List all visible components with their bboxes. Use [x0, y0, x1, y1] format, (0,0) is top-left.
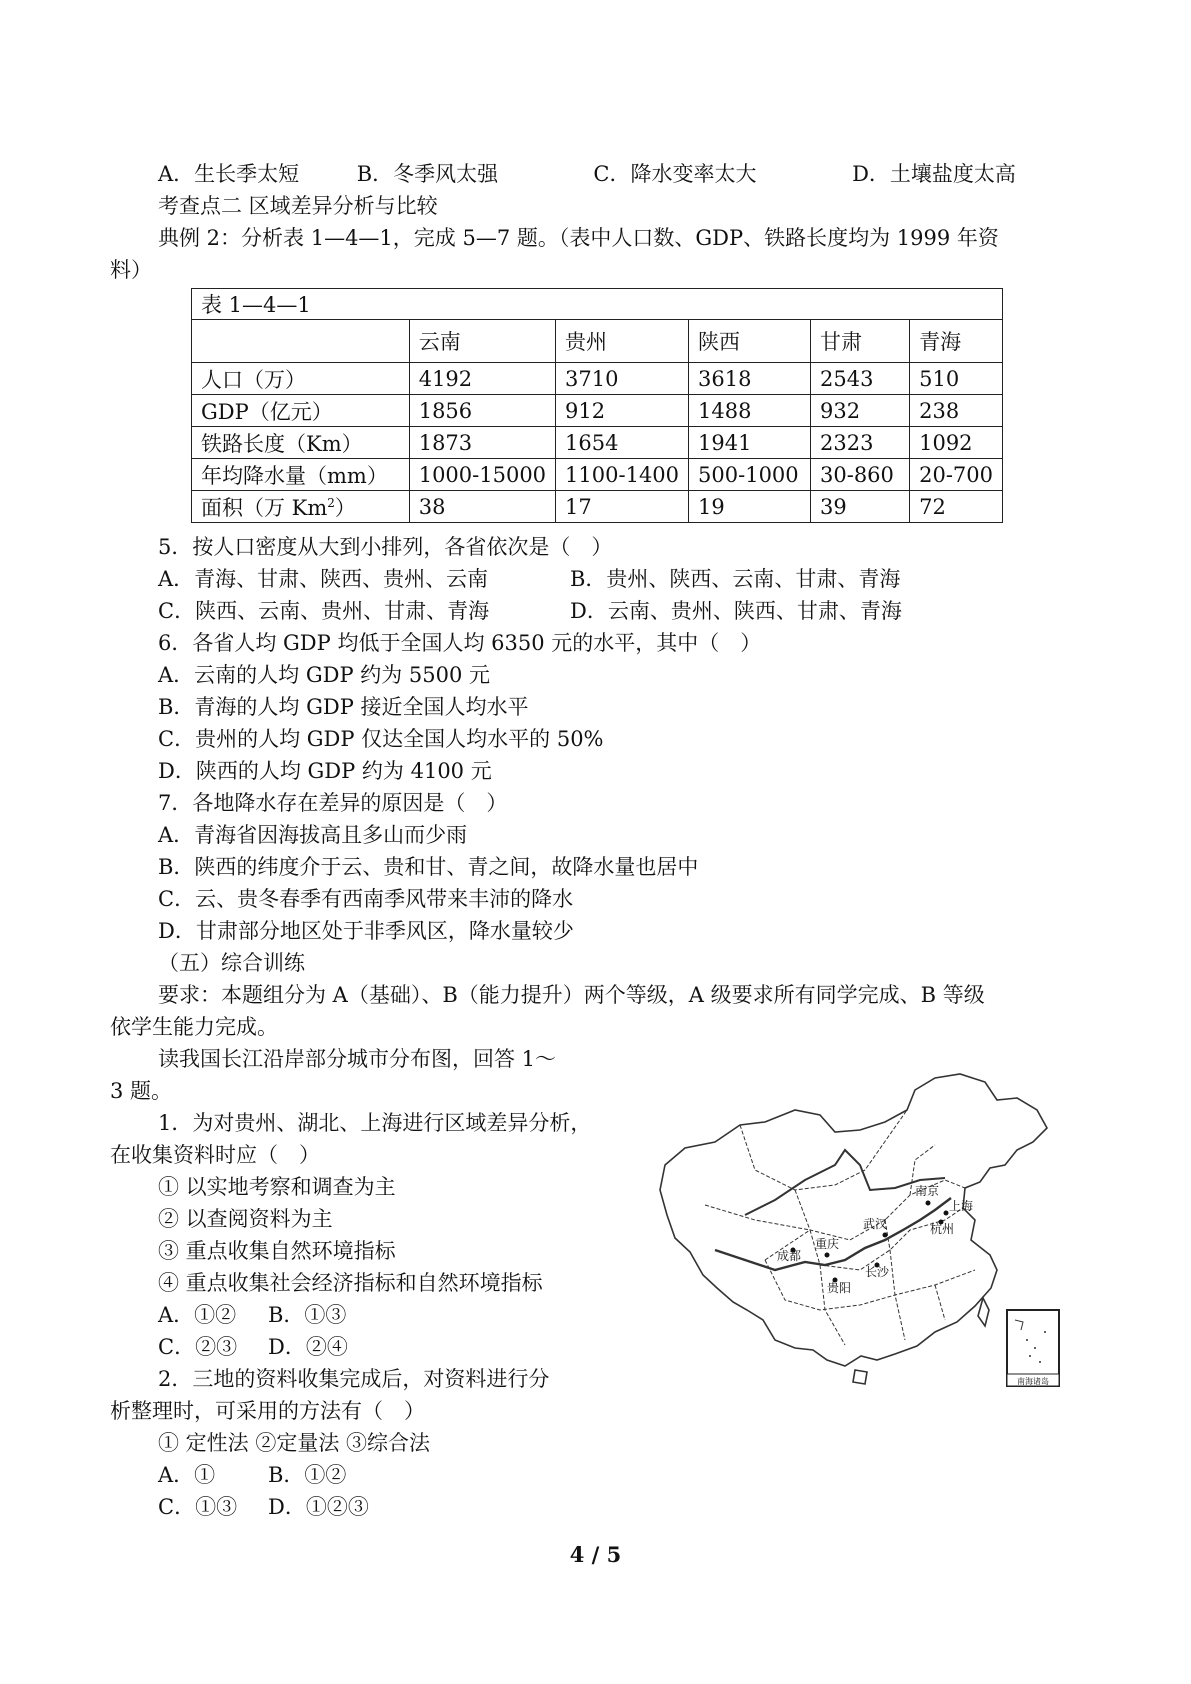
prev-question-options — [158, 160, 1016, 188]
table-cell: 20-700 — [910, 459, 1003, 491]
tq1-option-c: C．②③ — [158, 1335, 238, 1359]
row-label: 人口（万） — [192, 363, 410, 395]
tq2-options-row1 — [158, 1461, 346, 1489]
tq1-item: ③ 重点收集自然环境指标 — [158, 1239, 396, 1263]
q6-stem: 6．各省人均 GDP 均低于全国人均 6350 元的水平，其中（ ） — [158, 631, 762, 655]
inset-label: 南海诸岛 — [1017, 1377, 1049, 1386]
tq1-item: ④ 重点收集社会经济指标和自然环境指标 — [158, 1271, 543, 1295]
tq2-stem-line2: 析整理时，可采用的方法有（ ） — [110, 1399, 425, 1423]
table-cell: 2323 — [811, 427, 910, 459]
table-cell: 3618 — [689, 363, 811, 395]
tq1-option-d: D．②④ — [268, 1335, 348, 1359]
q7-option-a: A．青海省因海拔高且多山而少雨 — [158, 823, 468, 847]
requirement-line2: 依学生能力完成。 — [110, 1015, 278, 1039]
table-cell: 1654 — [556, 427, 689, 459]
city-label-guiyang: 贵阳 — [827, 1281, 852, 1295]
table-cell: 500-1000 — [689, 459, 811, 491]
q7-option-d: D．甘肃部分地区处于非季风区，降水量较少 — [158, 919, 574, 943]
table-cell: 3710 — [556, 363, 689, 395]
china-outline — [660, 1074, 1047, 1366]
section-heading: 考查点二 区域差异分析与比较 — [158, 194, 438, 218]
table-cell: 912 — [556, 395, 689, 427]
city-label-changsha: 长沙 — [865, 1265, 890, 1279]
city-label-wuhan: 武汉 — [863, 1217, 888, 1231]
table-cell: 30-860 — [811, 459, 910, 491]
q5-option-a: A．青海、甘肃、陕西、贵州、云南 — [158, 567, 489, 591]
tq1-option-b: B．①③ — [268, 1303, 347, 1327]
table-header-row — [192, 320, 1003, 363]
table-row — [192, 459, 1003, 491]
china-yangtze-city-map — [645, 1070, 1080, 1410]
table-header-cell: 贵州 — [556, 320, 689, 363]
tq2-items: ① 定性法 ②定量法 ③综合法 — [158, 1431, 431, 1455]
q6-option-c: C．贵州的人均 GDP 仅达全国人均水平的 50% — [158, 727, 604, 751]
table-row — [192, 491, 1003, 523]
training-heading: （五）综合训练 — [158, 951, 305, 975]
table-cell: 238 — [910, 395, 1003, 427]
tq2-option-c: C．①③ — [158, 1495, 238, 1519]
tq1-stem-line2: 在收集资料时应（ ） — [110, 1143, 320, 1167]
example-intro-line1: 典例 2：分析表 1—4—1，完成 5—7 题。（表中人口数、GDP、铁路长度均为 1999 年资 — [158, 226, 999, 250]
q6-option-a: A．云南的人均 GDP 约为 5500 元 — [158, 663, 491, 687]
city-label-nanjing: 南京 — [915, 1184, 940, 1198]
table-header-cell: 陕西 — [689, 320, 811, 363]
q7-option-b: B．陕西的纬度介于云、贵和甘、青之间，故降水量也居中 — [158, 855, 699, 879]
table-cell: 39 — [811, 491, 910, 523]
south-china-sea-inset — [1007, 1310, 1059, 1386]
city-label-chongqing: 重庆 — [815, 1237, 840, 1251]
tq2-option-d: D．①②③ — [268, 1495, 369, 1519]
tq1-options-row2 — [158, 1333, 348, 1361]
table-cell: 1941 — [689, 427, 811, 459]
tq2-option-a: A．① — [158, 1463, 216, 1487]
tq2-option-b: B．①② — [268, 1463, 347, 1487]
table-cell: 1092 — [910, 427, 1003, 459]
row-label: 铁路长度（Km） — [192, 427, 410, 459]
city-label-hangzhou: 杭州 — [930, 1222, 955, 1236]
row-label: 年均降水量（mm） — [192, 459, 410, 491]
table-row — [192, 395, 1003, 427]
table-header-cell — [192, 320, 410, 363]
q5-options-row1 — [158, 565, 900, 593]
table-cell: 932 — [811, 395, 910, 427]
table-cell: 72 — [910, 491, 1003, 523]
prev-option-a: A．生长季太短 — [158, 162, 300, 186]
table-cell: 510 — [910, 363, 1003, 395]
city-label-chengdu: 成都 — [777, 1249, 802, 1263]
table-cell: 1856 — [409, 395, 555, 427]
table-header-cell: 青海 — [910, 320, 1003, 363]
tq2-stem-line1: 2．三地的资料收集完成后，对资料进行分 — [158, 1367, 550, 1391]
q5-option-d: D．云南、贵州、陕西、甘肃、青海 — [570, 599, 902, 623]
tq2-options-row2 — [158, 1493, 369, 1521]
page-number: 4 / 5 — [569, 1542, 622, 1567]
map-intro-line2: 3 题。 — [110, 1079, 173, 1103]
city-label-shanghai: 上海 — [949, 1199, 974, 1213]
row-label: 面积（万 Km$^2$） — [192, 491, 410, 523]
tq1-item: ② 以查阅资料为主 — [158, 1207, 333, 1231]
example-intro-line2: 料） — [110, 258, 152, 282]
q5-option-c: C．陕西、云南、贵州、甘肃、青海 — [158, 599, 490, 623]
map-intro-line1: 读我国长江沿岸部分城市分布图，回答 1～ — [158, 1047, 557, 1071]
tq1-options-row1 — [158, 1301, 346, 1329]
row-label: GDP（亿元） — [192, 395, 410, 427]
data-table — [191, 288, 1003, 523]
table-cell: 2543 — [811, 363, 910, 395]
q6-option-b: B．青海的人均 GDP 接近全国人均水平 — [158, 695, 529, 719]
table-header-cell: 云南 — [409, 320, 555, 363]
tq1-option-a: A．①② — [158, 1303, 237, 1327]
table-cell: 1000-15000 — [409, 459, 555, 491]
prev-option-b: B．冬季风太强 — [356, 162, 499, 186]
table-cell: 17 — [556, 491, 689, 523]
table-cell: 1488 — [689, 395, 811, 427]
table-cell: 1100-1400 — [556, 459, 689, 491]
prev-option-d: D．土壤盐度太高 — [852, 162, 1016, 186]
q7-option-c: C．云、贵冬春季有西南季风带来丰沛的降水 — [158, 887, 574, 911]
tq1-stem-line1: 1．为对贵州、湖北、上海进行区域差异分析， — [158, 1111, 592, 1135]
q6-option-d: D．陕西的人均 GDP 约为 4100 元 — [158, 759, 492, 783]
q5-option-b: B．贵州、陕西、云南、甘肃、青海 — [570, 567, 901, 591]
requirement-line1: 要求：本题组分为 A（基础）、B（能力提升）两个等级，A 级要求所有同学完成、B 等级 — [158, 983, 985, 1007]
q7-stem: 7．各地降水存在差异的原因是（ ） — [158, 791, 508, 815]
table-row — [192, 427, 1003, 459]
prev-option-c: C．降水变率太大 — [593, 162, 757, 186]
q5-stem: 5．按人口密度从大到小排列，各省依次是（ ） — [158, 535, 613, 559]
tq1-item: ① 以实地考察和调查为主 — [158, 1175, 396, 1199]
table-header-cell: 甘肃 — [811, 320, 910, 363]
q5-options-row2 — [158, 597, 902, 625]
table-cell: 1873 — [409, 427, 555, 459]
table-cell: 19 — [689, 491, 811, 523]
table-row — [192, 363, 1003, 395]
table-caption: 表 1—4—1 — [192, 289, 1003, 320]
table-cell: 4192 — [409, 363, 555, 395]
table-cell: 38 — [409, 491, 555, 523]
